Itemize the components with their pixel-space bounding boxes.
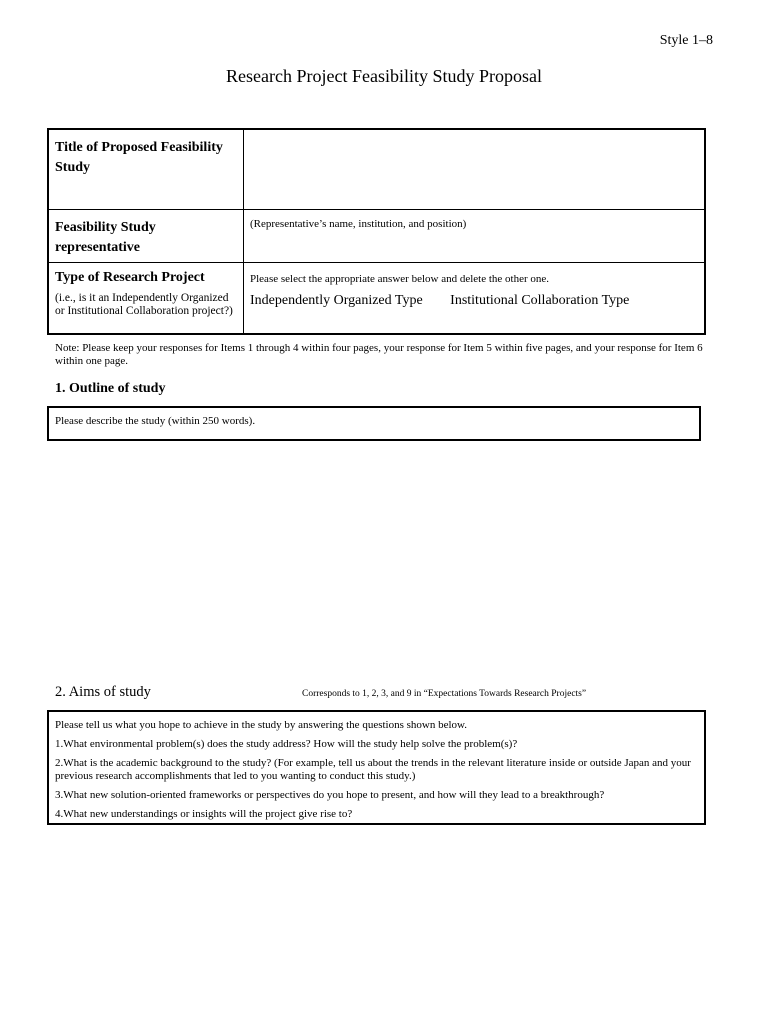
proposal-info-table: [47, 128, 706, 335]
type-sublabel: (i.e., is it an Independently Organized or Institutional Collaboration project?): [55, 291, 233, 317]
type-instruction: Please select the appropriate answer below and delete the other one.: [250, 272, 550, 285]
representative-label: Feasibility Study representative: [55, 219, 156, 255]
section1-box[interactable]: [47, 406, 701, 441]
type-value-cell[interactable]: [244, 262, 706, 334]
title-row: [48, 129, 705, 209]
document-title: Research Project Feasibility Study Proposal: [226, 66, 542, 86]
title-label-cell: [48, 129, 244, 209]
title-value-cell[interactable]: [244, 129, 706, 209]
section2-box[interactable]: [47, 710, 706, 825]
type-label-cell: [48, 262, 244, 334]
representative-row: [48, 209, 705, 262]
section2-question-3: 3.What new solution-oriented frameworks or perspectives do you hope to present, and how will they lead to a breakthrough?: [55, 789, 605, 801]
section2-reference: Corresponds to 1, 2, 3, and 9 in “Expectations Towards Research Projects”: [302, 689, 587, 699]
section2-question-1: 1.What environmental problem(s) does the study address? How will the study help solve the problem(s)?: [55, 738, 518, 750]
representative-hint: (Representative’s name, institution, and position): [250, 217, 467, 230]
section2-heading: 2. Aims of study: [55, 684, 151, 700]
section2-question-4: 4.What new understandings or insights will the project give rise to?: [55, 808, 353, 820]
representative-label-cell: [48, 209, 244, 262]
title-label: Title of Proposed Feasibility Study: [55, 140, 223, 175]
section1-prompt: Please describe the study (within 250 words).: [55, 415, 256, 427]
option-independently-organized[interactable]: Independently Organized Type: [250, 292, 423, 308]
section2-question-2: 2.What is the academic background to the study? (For example, tell us about the trends in the relevant literature inside or outside Japan and your previous research accomplishments that led to you wanting to conduct this study.): [55, 757, 691, 782]
type-row: [48, 262, 705, 334]
type-label: Type of Research Project: [55, 269, 205, 285]
style-tag: Style 1–8: [659, 33, 713, 48]
page-limit-note: Note: Please keep your responses for Items 1 through 4 within four pages, your response for Item 5 within five pages, and your response for Item 6 within one page.: [55, 342, 703, 367]
section2-intro: Please tell us what you hope to achieve in the study by answering the questions shown below.: [55, 719, 468, 731]
option-institutional-collaboration[interactable]: Institutional Collaboration Type: [450, 292, 630, 308]
type-options: [250, 293, 698, 309]
representative-value-cell[interactable]: [244, 209, 706, 262]
section1-heading: 1. Outline of study: [55, 381, 166, 396]
